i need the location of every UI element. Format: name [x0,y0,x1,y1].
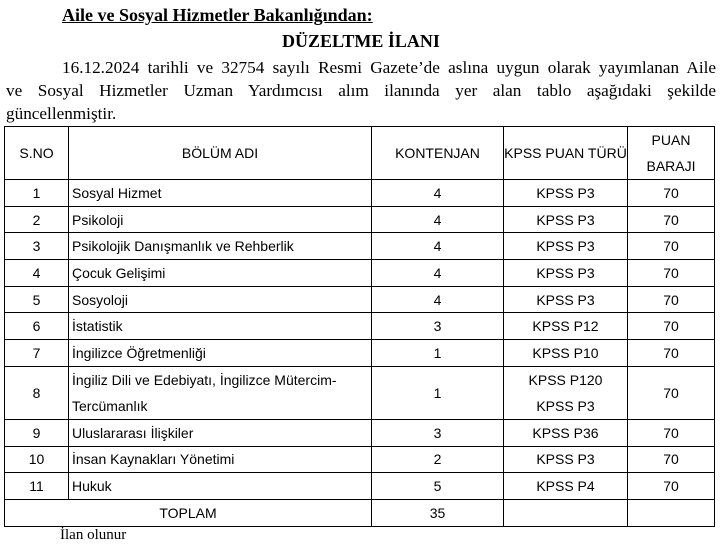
table-row [5,313,715,340]
cell-kontenjan: 3 [372,313,504,340]
cell-bolum: Psikolojik Danışmanlık ve Rehberlik [69,233,372,260]
cell-bolum-line1: İngiliz Dili ve Edebiyatı, İngilizce Mütercim- [72,371,337,388]
total-empty-baraj [628,499,715,526]
table-row [5,260,715,287]
cell-sno: 8 [5,366,69,419]
document-title: DÜZELTME İLANI [282,31,440,51]
footer-partial-text: İlan olunur [60,527,127,543]
cell-sno: 1 [5,180,69,207]
cell-sno: 7 [5,340,69,367]
cell-bolum: Sosyal Hizmet [69,180,372,207]
table-row [5,419,715,446]
intro-paragraph [6,56,716,125]
cell-kontenjan: 5 [372,473,504,500]
cell-baraj: 70 [628,180,715,207]
cell-sno: 10 [5,446,69,473]
cell-baraj: 70 [628,206,715,233]
header-puan-baraji-line2: BARAJI [646,158,696,174]
cell-puan-turu: KPSS P4 [504,473,628,500]
positions-table [4,126,715,527]
table-row [5,473,715,500]
cell-sno: 5 [5,286,69,313]
cell-puan-turu: KPSS P3 [504,233,628,260]
table-row [5,366,715,419]
cell-bolum: Uluslararası İlişkiler [69,419,372,446]
table-row [5,233,715,260]
cell-puan-turu: KPSS P3 [504,286,628,313]
cell-kontenjan: 4 [372,180,504,207]
cell-sno: 6 [5,313,69,340]
cell-sno: 2 [5,206,69,233]
cell-puan-turu: KPSS P10 [504,340,628,367]
header-puan-baraji [628,127,715,180]
table-row [5,206,715,233]
cell-puan-turu: KPSS P12 [504,313,628,340]
intro-line-1: 16.12.2024 tarihli ve 32754 sayılı Resmi Gazete’de aslına uygun olarak yayımlanan Aile [62,58,716,77]
cell-baraj: 70 [628,286,715,313]
total-empty-puan-turu [504,499,628,526]
cell-bolum: İstatistik [69,313,372,340]
cell-sno: 9 [5,419,69,446]
cell-baraj: 70 [628,419,715,446]
total-value: 35 [372,499,504,526]
cell-baraj: 70 [628,233,715,260]
table-row [5,286,715,313]
cell-baraj: 70 [628,473,715,500]
intro-line-3: güncellenmiştir. [6,104,117,123]
cell-bolum [69,366,372,419]
cell-baraj: 70 [628,340,715,367]
cell-kontenjan: 4 [372,206,504,233]
cell-puan-turu-line2: KPSS P3 [536,397,595,414]
cell-kontenjan: 1 [372,366,504,419]
header-sno: S.NO [5,127,69,180]
table-header-row [5,127,715,180]
cell-kontenjan: 3 [372,419,504,446]
header-puan-turu: KPSS PUAN TÜRÜ [504,127,628,180]
cell-bolum: İngilizce Öğretmenliği [69,340,372,367]
header-bolum: BÖLÜM ADI [69,127,372,180]
intro-line-2: ve Sosyal Hizmetler Uzman Yardımcısı alım ilanında yer alan tablo aşağıdaki şekilde [6,81,716,100]
table-row [5,446,715,473]
header-kontenjan: KONTENJAN [372,127,504,180]
cell-bolum: Çocuk Gelişimi [69,260,372,287]
cell-kontenjan: 4 [372,260,504,287]
cell-kontenjan: 1 [372,340,504,367]
cell-sno: 3 [5,233,69,260]
table-total-row [5,499,715,526]
cell-sno: 4 [5,260,69,287]
cell-kontenjan: 2 [372,446,504,473]
cell-baraj: 70 [628,260,715,287]
cell-kontenjan: 4 [372,286,504,313]
cell-puan-turu [504,366,628,419]
organization-heading: Aile ve Sosyal Hizmetler Bakanlığından: [62,5,373,25]
cell-kontenjan: 4 [372,233,504,260]
header-puan-baraji-line1: PUAN [651,132,691,148]
cell-baraj: 70 [628,366,715,419]
cell-baraj: 70 [628,313,715,340]
cell-baraj: 70 [628,446,715,473]
cell-puan-turu: KPSS P3 [504,446,628,473]
cell-puan-turu: KPSS P3 [504,180,628,207]
cell-puan-turu: KPSS P3 [504,260,628,287]
cell-sno: 11 [5,473,69,500]
cell-bolum: Hukuk [69,473,372,500]
cell-bolum-line2: Tercümanlık [72,397,148,414]
total-label: TOPLAM [5,499,372,526]
cell-bolum: İnsan Kaynakları Yönetimi [69,446,372,473]
table-row [5,340,715,367]
cell-puan-turu: KPSS P3 [504,206,628,233]
cell-puan-turu-line1: KPSS P120 [528,371,603,388]
cell-bolum: Psikoloji [69,206,372,233]
cell-puan-turu: KPSS P36 [504,419,628,446]
table-row [5,180,715,207]
cell-bolum: Sosyoloji [69,286,372,313]
